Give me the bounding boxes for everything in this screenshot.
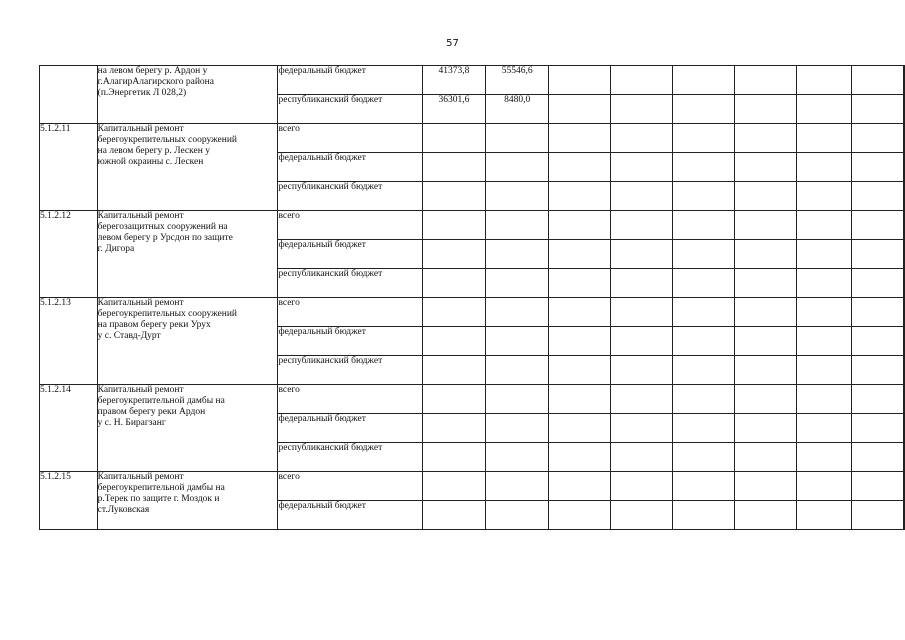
empty-cell	[904, 385, 905, 414]
empty-cell	[852, 182, 904, 211]
item-name	[97, 124, 278, 211]
empty-cell	[549, 153, 611, 182]
empty-cell	[673, 240, 735, 269]
item-name-line: левом берегу р Урсдон по защите	[97, 233, 233, 243]
funding-source: республиканский бюджет	[278, 443, 422, 472]
empty-cell	[549, 501, 611, 530]
item-number: 5.1.2.14	[40, 385, 98, 472]
empty-cell	[549, 356, 611, 385]
item-name-line: Капитальный ремонт	[97, 298, 184, 308]
empty-cell	[549, 443, 611, 472]
funding-source: федеральный бюджет	[278, 414, 422, 443]
amount-cell: 55546,6	[486, 66, 549, 95]
amount-cell	[486, 356, 549, 385]
empty-cell	[610, 124, 672, 153]
amount-cell	[422, 356, 485, 385]
funding-source: федеральный бюджет	[278, 327, 422, 356]
empty-cell	[904, 472, 905, 501]
empty-cell	[549, 298, 611, 327]
item-name-line: р.Терек по защите г. Моздок и	[97, 494, 220, 504]
empty-cell	[610, 356, 672, 385]
empty-cell	[797, 182, 852, 211]
amount-cell	[486, 269, 549, 298]
amount-cell: 41373,8	[422, 66, 485, 95]
item-name-line: г.АлагирАлагирского района	[97, 77, 214, 87]
empty-cell	[673, 211, 735, 240]
empty-cell	[673, 501, 735, 530]
empty-cell	[549, 385, 611, 414]
amount-cell	[486, 124, 549, 153]
table-row	[40, 66, 905, 95]
empty-cell	[734, 124, 796, 153]
empty-cell	[549, 66, 611, 95]
empty-cell	[852, 356, 904, 385]
empty-cell	[549, 269, 611, 298]
empty-cell	[797, 269, 852, 298]
empty-cell	[673, 95, 735, 124]
empty-cell	[904, 240, 905, 269]
empty-cell	[673, 298, 735, 327]
empty-cell	[797, 472, 852, 501]
empty-cell	[797, 153, 852, 182]
empty-cell	[673, 124, 735, 153]
empty-cell	[797, 385, 852, 414]
empty-cell	[734, 414, 796, 443]
empty-cell	[904, 124, 905, 153]
funding-source: всего	[278, 211, 422, 240]
empty-cell	[852, 298, 904, 327]
empty-cell	[734, 327, 796, 356]
amount-cell	[486, 443, 549, 472]
empty-cell	[610, 95, 672, 124]
item-name-line: Капитальный ремонт	[97, 472, 184, 482]
empty-cell	[904, 356, 905, 385]
empty-cell	[610, 327, 672, 356]
empty-cell	[734, 211, 796, 240]
empty-cell	[610, 472, 672, 501]
amount-cell	[422, 240, 485, 269]
empty-cell	[852, 269, 904, 298]
empty-cell	[734, 269, 796, 298]
empty-cell	[673, 66, 735, 95]
item-name-line: берегоукрепительных сооружений	[97, 135, 238, 145]
empty-cell	[852, 153, 904, 182]
empty-cell	[610, 211, 672, 240]
empty-cell	[673, 327, 735, 356]
table-row	[40, 124, 905, 153]
empty-cell	[852, 124, 904, 153]
item-number: 5.1.2.13	[40, 298, 98, 385]
funding-source: федеральный бюджет	[278, 153, 422, 182]
empty-cell	[610, 66, 672, 95]
item-name	[97, 211, 278, 298]
empty-cell	[904, 95, 905, 124]
item-name	[97, 385, 278, 472]
funding-source: республиканский бюджет	[278, 95, 422, 124]
empty-cell	[549, 95, 611, 124]
empty-cell	[610, 385, 672, 414]
empty-cell	[673, 414, 735, 443]
amount-cell	[422, 472, 485, 501]
empty-cell	[797, 356, 852, 385]
empty-cell	[734, 153, 796, 182]
empty-cell	[904, 66, 905, 95]
empty-cell	[734, 66, 796, 95]
empty-cell	[673, 182, 735, 211]
amount-cell	[486, 385, 549, 414]
empty-cell	[610, 153, 672, 182]
empty-cell	[904, 269, 905, 298]
empty-cell	[734, 356, 796, 385]
empty-cell	[797, 124, 852, 153]
funding-source: федеральный бюджет	[278, 240, 422, 269]
item-number: 5.1.2.11	[40, 124, 98, 211]
empty-cell	[904, 298, 905, 327]
amount-cell	[422, 443, 485, 472]
empty-cell	[549, 124, 611, 153]
empty-cell	[904, 327, 905, 356]
item-name	[97, 298, 278, 385]
item-name-line: на левом берегу р. Лескен у	[97, 146, 210, 156]
table-row	[40, 298, 905, 327]
amount-cell: 36301,6	[422, 95, 485, 124]
item-number	[40, 66, 98, 124]
empty-cell	[734, 385, 796, 414]
amount-cell	[486, 501, 549, 530]
empty-cell	[734, 472, 796, 501]
item-name-line: берегозащитных сооружений на	[97, 222, 228, 232]
empty-cell	[610, 501, 672, 530]
empty-cell	[904, 414, 905, 443]
amount-cell	[422, 269, 485, 298]
item-name-line: берегоукрепительной дамбы на	[97, 396, 225, 406]
funding-source: республиканский бюджет	[278, 356, 422, 385]
empty-cell	[734, 501, 796, 530]
amount-cell	[486, 414, 549, 443]
empty-cell	[797, 240, 852, 269]
empty-cell	[797, 501, 852, 530]
item-name-line: Капитальный ремонт	[97, 211, 184, 221]
empty-cell	[904, 211, 905, 240]
item-name-line: на правом берегу реки Урух	[97, 320, 211, 330]
empty-cell	[852, 327, 904, 356]
empty-cell	[673, 153, 735, 182]
empty-cell	[734, 182, 796, 211]
empty-cell	[673, 472, 735, 501]
empty-cell	[797, 211, 852, 240]
empty-cell	[549, 472, 611, 501]
item-number: 5.1.2.15	[40, 472, 98, 530]
empty-cell	[797, 95, 852, 124]
funding-source: федеральный бюджет	[278, 501, 422, 530]
item-name-line: на левом берегу р. Ардон у	[97, 66, 208, 76]
empty-cell	[797, 66, 852, 95]
item-name	[97, 66, 278, 124]
table-row	[40, 385, 905, 414]
amount-cell	[486, 240, 549, 269]
empty-cell	[904, 182, 905, 211]
empty-cell	[797, 443, 852, 472]
amount-cell	[422, 182, 485, 211]
empty-cell	[610, 414, 672, 443]
empty-cell	[610, 443, 672, 472]
empty-cell	[904, 443, 905, 472]
empty-cell	[549, 211, 611, 240]
empty-cell	[734, 443, 796, 472]
empty-cell	[549, 414, 611, 443]
empty-cell	[610, 182, 672, 211]
amount-cell	[486, 182, 549, 211]
funding-source: всего	[278, 472, 422, 501]
amount-cell	[486, 211, 549, 240]
amount-cell	[422, 501, 485, 530]
empty-cell	[904, 153, 905, 182]
amount-cell	[422, 153, 485, 182]
empty-cell	[852, 501, 904, 530]
empty-cell	[852, 385, 904, 414]
empty-cell	[673, 356, 735, 385]
funding-source: всего	[278, 385, 422, 414]
item-name-line: г. Дигора	[97, 244, 135, 254]
item-name-line: у с. Н. Бирагзанг	[97, 418, 166, 428]
empty-cell	[673, 385, 735, 414]
funding-source: всего	[278, 124, 422, 153]
empty-cell	[610, 269, 672, 298]
funding-source: республиканский бюджет	[278, 269, 422, 298]
item-number: 5.1.2.12	[40, 211, 98, 298]
item-name	[97, 472, 278, 530]
empty-cell	[734, 95, 796, 124]
amount-cell	[422, 385, 485, 414]
item-name-line: Капитальный ремонт	[97, 124, 184, 134]
empty-cell	[734, 240, 796, 269]
amount-cell	[422, 414, 485, 443]
item-name-line: южной окраины с. Лескен	[97, 157, 204, 167]
item-name-line: у с. Ставд-Дурт	[97, 331, 161, 341]
amount-cell	[422, 327, 485, 356]
item-name-line: берегоукрепительных сооружений	[97, 309, 238, 319]
amount-cell	[422, 211, 485, 240]
empty-cell	[797, 327, 852, 356]
item-name-line: Капитальный ремонт	[97, 385, 184, 395]
budget-table	[39, 65, 905, 530]
funding-source: республиканский бюджет	[278, 182, 422, 211]
funding-source: федеральный бюджет	[278, 66, 422, 95]
item-name-line: правом берегу реки Ардон	[97, 407, 206, 417]
amount-cell	[422, 298, 485, 327]
funding-source: всего	[278, 298, 422, 327]
empty-cell	[904, 501, 905, 530]
empty-cell	[734, 298, 796, 327]
table-row	[40, 211, 905, 240]
empty-cell	[610, 298, 672, 327]
empty-cell	[673, 269, 735, 298]
empty-cell	[549, 182, 611, 211]
item-name-line: ст.Луковская	[97, 505, 150, 515]
empty-cell	[610, 240, 672, 269]
empty-cell	[852, 66, 904, 95]
table-row	[40, 472, 905, 501]
item-name-line: (п.Энергетик Л 028,2)	[97, 88, 187, 98]
page-number: 57	[446, 38, 459, 49]
empty-cell	[852, 240, 904, 269]
amount-cell	[486, 298, 549, 327]
amount-cell	[486, 472, 549, 501]
empty-cell	[852, 211, 904, 240]
amount-cell	[486, 153, 549, 182]
amount-cell: 8480,0	[486, 95, 549, 124]
empty-cell	[797, 414, 852, 443]
item-name-line: берегоукрепительной дамбы на	[97, 483, 225, 493]
empty-cell	[549, 327, 611, 356]
empty-cell	[852, 472, 904, 501]
empty-cell	[797, 298, 852, 327]
amount-cell	[486, 327, 549, 356]
empty-cell	[852, 414, 904, 443]
empty-cell	[852, 443, 904, 472]
empty-cell	[549, 240, 611, 269]
empty-cell	[852, 95, 904, 124]
amount-cell	[422, 124, 485, 153]
empty-cell	[673, 443, 735, 472]
